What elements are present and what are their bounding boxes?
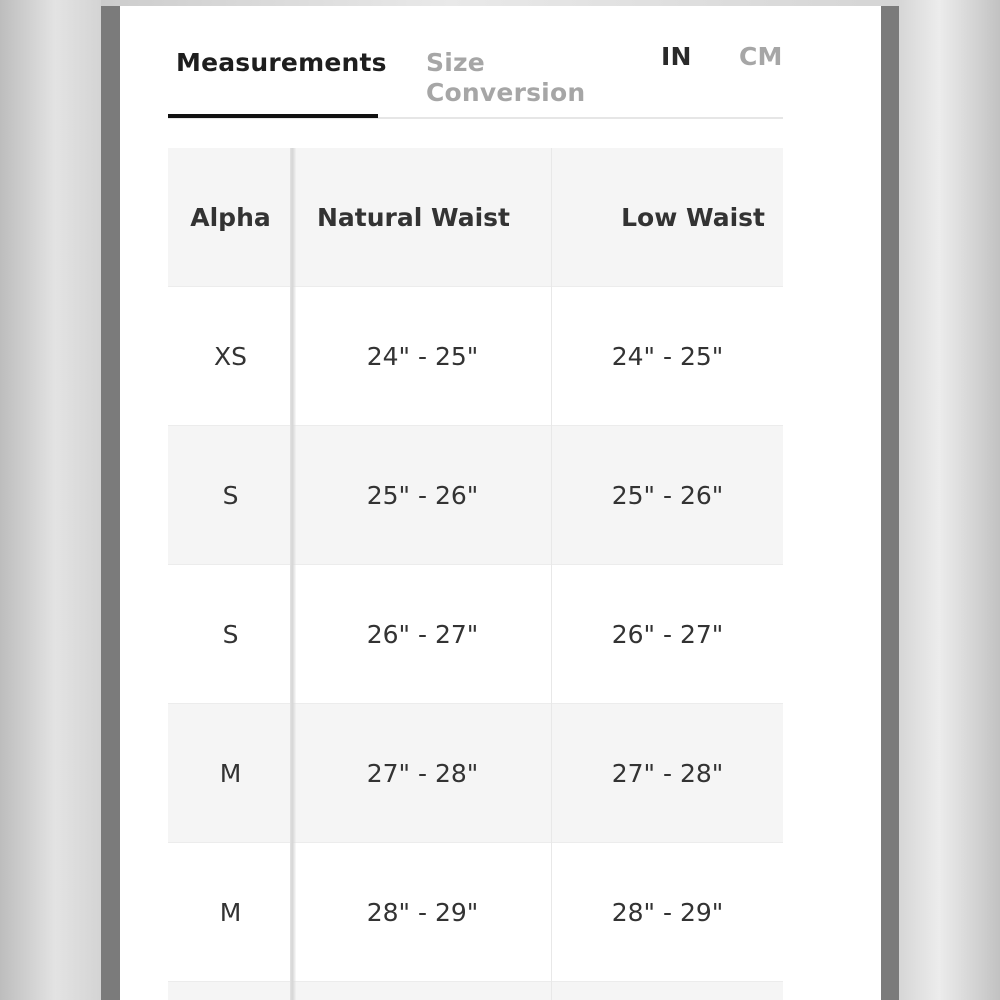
table-row: [168, 287, 783, 426]
tab-size-conversion[interactable]: [426, 48, 585, 108]
header-low-waist: Low Waist: [621, 203, 765, 232]
background-left: [0, 0, 101, 1000]
cell-low-waist: 27" - 28": [611, 759, 724, 788]
cell-natural-waist: 26" - 27": [366, 620, 479, 649]
cell-alpha: S: [222, 481, 239, 510]
background-right: [899, 0, 1000, 1000]
sticky-column-shadow: [290, 148, 296, 1000]
table-row: [168, 426, 783, 565]
cell-natural-waist: 27" - 28": [366, 759, 479, 788]
cell-natural-waist: 24" - 25": [366, 342, 479, 371]
device-frame-left: [101, 6, 120, 1000]
cell-natural-waist: 28" - 29": [366, 898, 479, 927]
size-chart-panel: [120, 6, 881, 1000]
header-alpha: Alpha: [190, 203, 271, 232]
table-row-partial: [168, 982, 783, 1000]
table-row: [168, 565, 783, 704]
table-row: [168, 704, 783, 843]
cell-alpha: M: [219, 898, 242, 927]
header-natural-waist: Natural Waist: [317, 203, 510, 232]
cell-low-waist: 24" - 25": [611, 342, 724, 371]
unit-toggle-cm[interactable]: CM: [739, 42, 783, 71]
unit-toggle-in[interactable]: IN: [661, 42, 692, 71]
cell-alpha: XS: [214, 342, 247, 371]
cell-alpha: S: [222, 620, 239, 649]
table-row: [168, 843, 783, 982]
cell-low-waist: 26" - 27": [611, 620, 724, 649]
measurements-table: [168, 148, 783, 1000]
cell-alpha: M: [219, 759, 242, 788]
active-tab-indicator: [168, 114, 378, 118]
table-header-row: [168, 148, 783, 287]
cell-low-waist: 28" - 29": [611, 898, 724, 927]
tab-size-conversion-line1: Size: [426, 48, 485, 77]
cell-natural-waist: 25" - 26": [366, 481, 479, 510]
device-frame-right: [881, 6, 899, 1000]
column-divider: [551, 148, 552, 1000]
tab-measurements[interactable]: Measurements: [176, 48, 387, 77]
tab-size-conversion-line2: Conversion: [426, 78, 586, 107]
cell-low-waist: 25" - 26": [611, 481, 724, 510]
